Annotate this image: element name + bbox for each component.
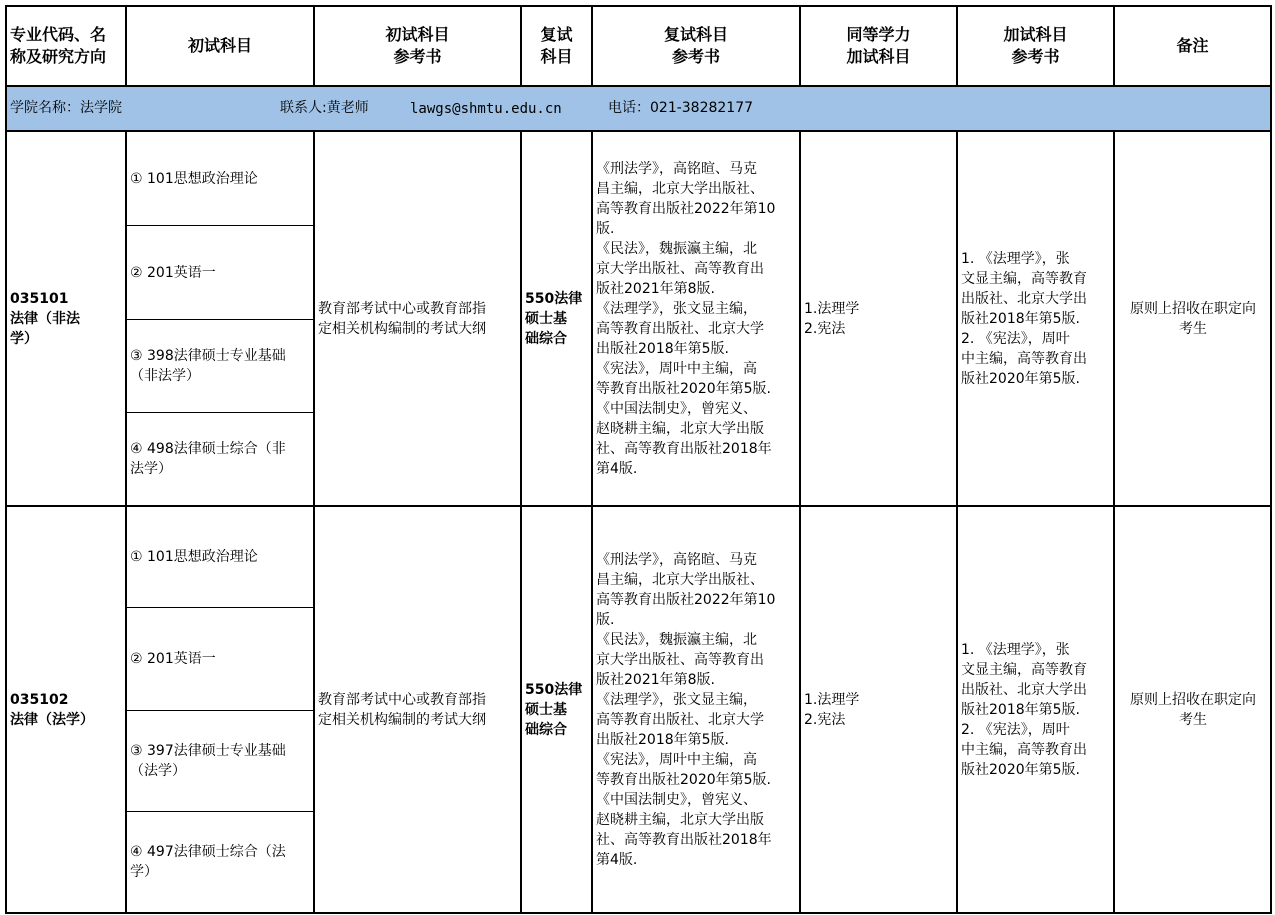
program-code-name: 035102 法律（法学） xyxy=(10,691,94,728)
header-retest-ref: 复试科目 参考书 xyxy=(663,25,728,66)
header-retest: 复试 科目 xyxy=(540,25,573,66)
exam-item: ④ 497法律硕士综合（法 学） xyxy=(130,844,286,880)
header-extra-ref: 加试科目 参考书 xyxy=(1003,25,1068,66)
extra-reference: 1. 《法理学》，张 文显主编，高等教育 出版社、北京大学出 版社2018年第5版. 2. 《宪法》，周叶 中主编，高等教育出 版社2020年第5版. xyxy=(961,641,1087,778)
contact-person: 联系人:黄老师 xyxy=(280,100,369,116)
program-note: 原则上招收在职定向 考生 xyxy=(1130,691,1256,728)
exam-item: ④ 498法律硕士综合（非 法学） xyxy=(130,441,286,477)
retest-subject: 550法律 硕士基 础综合 xyxy=(525,681,583,738)
contact-email: lawgs@shmtu.edu.cn xyxy=(410,101,562,117)
program-code-name: 035101 法律（非法 学） xyxy=(10,290,80,347)
extra-reference: 1. 《法理学》，张 文显主编，高等教育 出版社、北京大学出 版社2018年第5版. 2. 《宪法》，周叶 中主编，高等教育出 版社2020年第5版. xyxy=(961,250,1087,387)
exam-reference: 教育部考试中心或教育部指 定相关机构编制的考试大纲 xyxy=(318,300,486,337)
header-initial-ref: 初试科目 参考书 xyxy=(385,25,450,66)
extra-exam: 1.法理学 2.宪法 xyxy=(804,691,860,728)
college-name: 学院名称：法学院 xyxy=(10,100,122,116)
retest-subject: 550法律 硕士基 础综合 xyxy=(525,290,583,347)
exam-item: ① 101思想政治理论 xyxy=(130,170,258,187)
contact-phone: 电话：021-38282177 xyxy=(608,100,754,116)
exam-item: ③ 397法律硕士专业基础 （法学） xyxy=(130,743,286,779)
extra-exam: 1.法理学 2.宪法 xyxy=(804,300,860,337)
program-note: 原则上招收在职定向 考生 xyxy=(1130,300,1256,337)
header-initial-exam: 初试科目 xyxy=(187,36,252,55)
header-major-code: 专业代码、名 称及研究方向 xyxy=(10,25,107,66)
exam-reference: 教育部考试中心或教育部指 定相关机构编制的考试大纲 xyxy=(318,691,486,728)
retest-reference: 《刑法学》，高铭暄、马克 昌主编，北京大学出版社、 高等教育出版社2022年第10 版. 《民法》，魏振瀛主编，北 京大学出版社、高等教育出 版社2021年第8版. 《法理学》，张文显主编， 高等教育出版社、北京大学 出版社2018年第5版. 《宪法》，周叶中主编，高 等教育出版社2020年第5版. 《中国法制史》，曾宪义、 赵晓耕主编，北京大学出版 社、高等教育出版社2018年 第4版. xyxy=(596,160,776,477)
retest-reference: 《刑法学》，高铭暄、马克 昌主编，北京大学出版社、 高等教育出版社2022年第10 版. 《民法》，魏振瀛主编，北 京大学出版社、高等教育出 版社2021年第8版. 《法理学》，张文显主编， 高等教育出版社、北京大学 出版社2018年第5版. 《宪法》，周叶中主编，高 等教育出版社2020年第5版. 《中国法制史》，曾宪义、 赵晓耕主编，北京大学出版 社、高等教育出版社2018年 第4版. xyxy=(596,551,776,868)
exam-item: ② 201英语一 xyxy=(130,651,216,667)
header-extra-exam: 同等学力 加试科目 xyxy=(846,25,911,66)
exam-item: ① 101思想政治理论 xyxy=(130,549,258,565)
exam-item: ② 201英语一 xyxy=(130,264,216,281)
header-note: 备注 xyxy=(1176,36,1209,55)
exam-item: ③ 398法律硕士专业基础 （非法学） xyxy=(130,348,286,384)
